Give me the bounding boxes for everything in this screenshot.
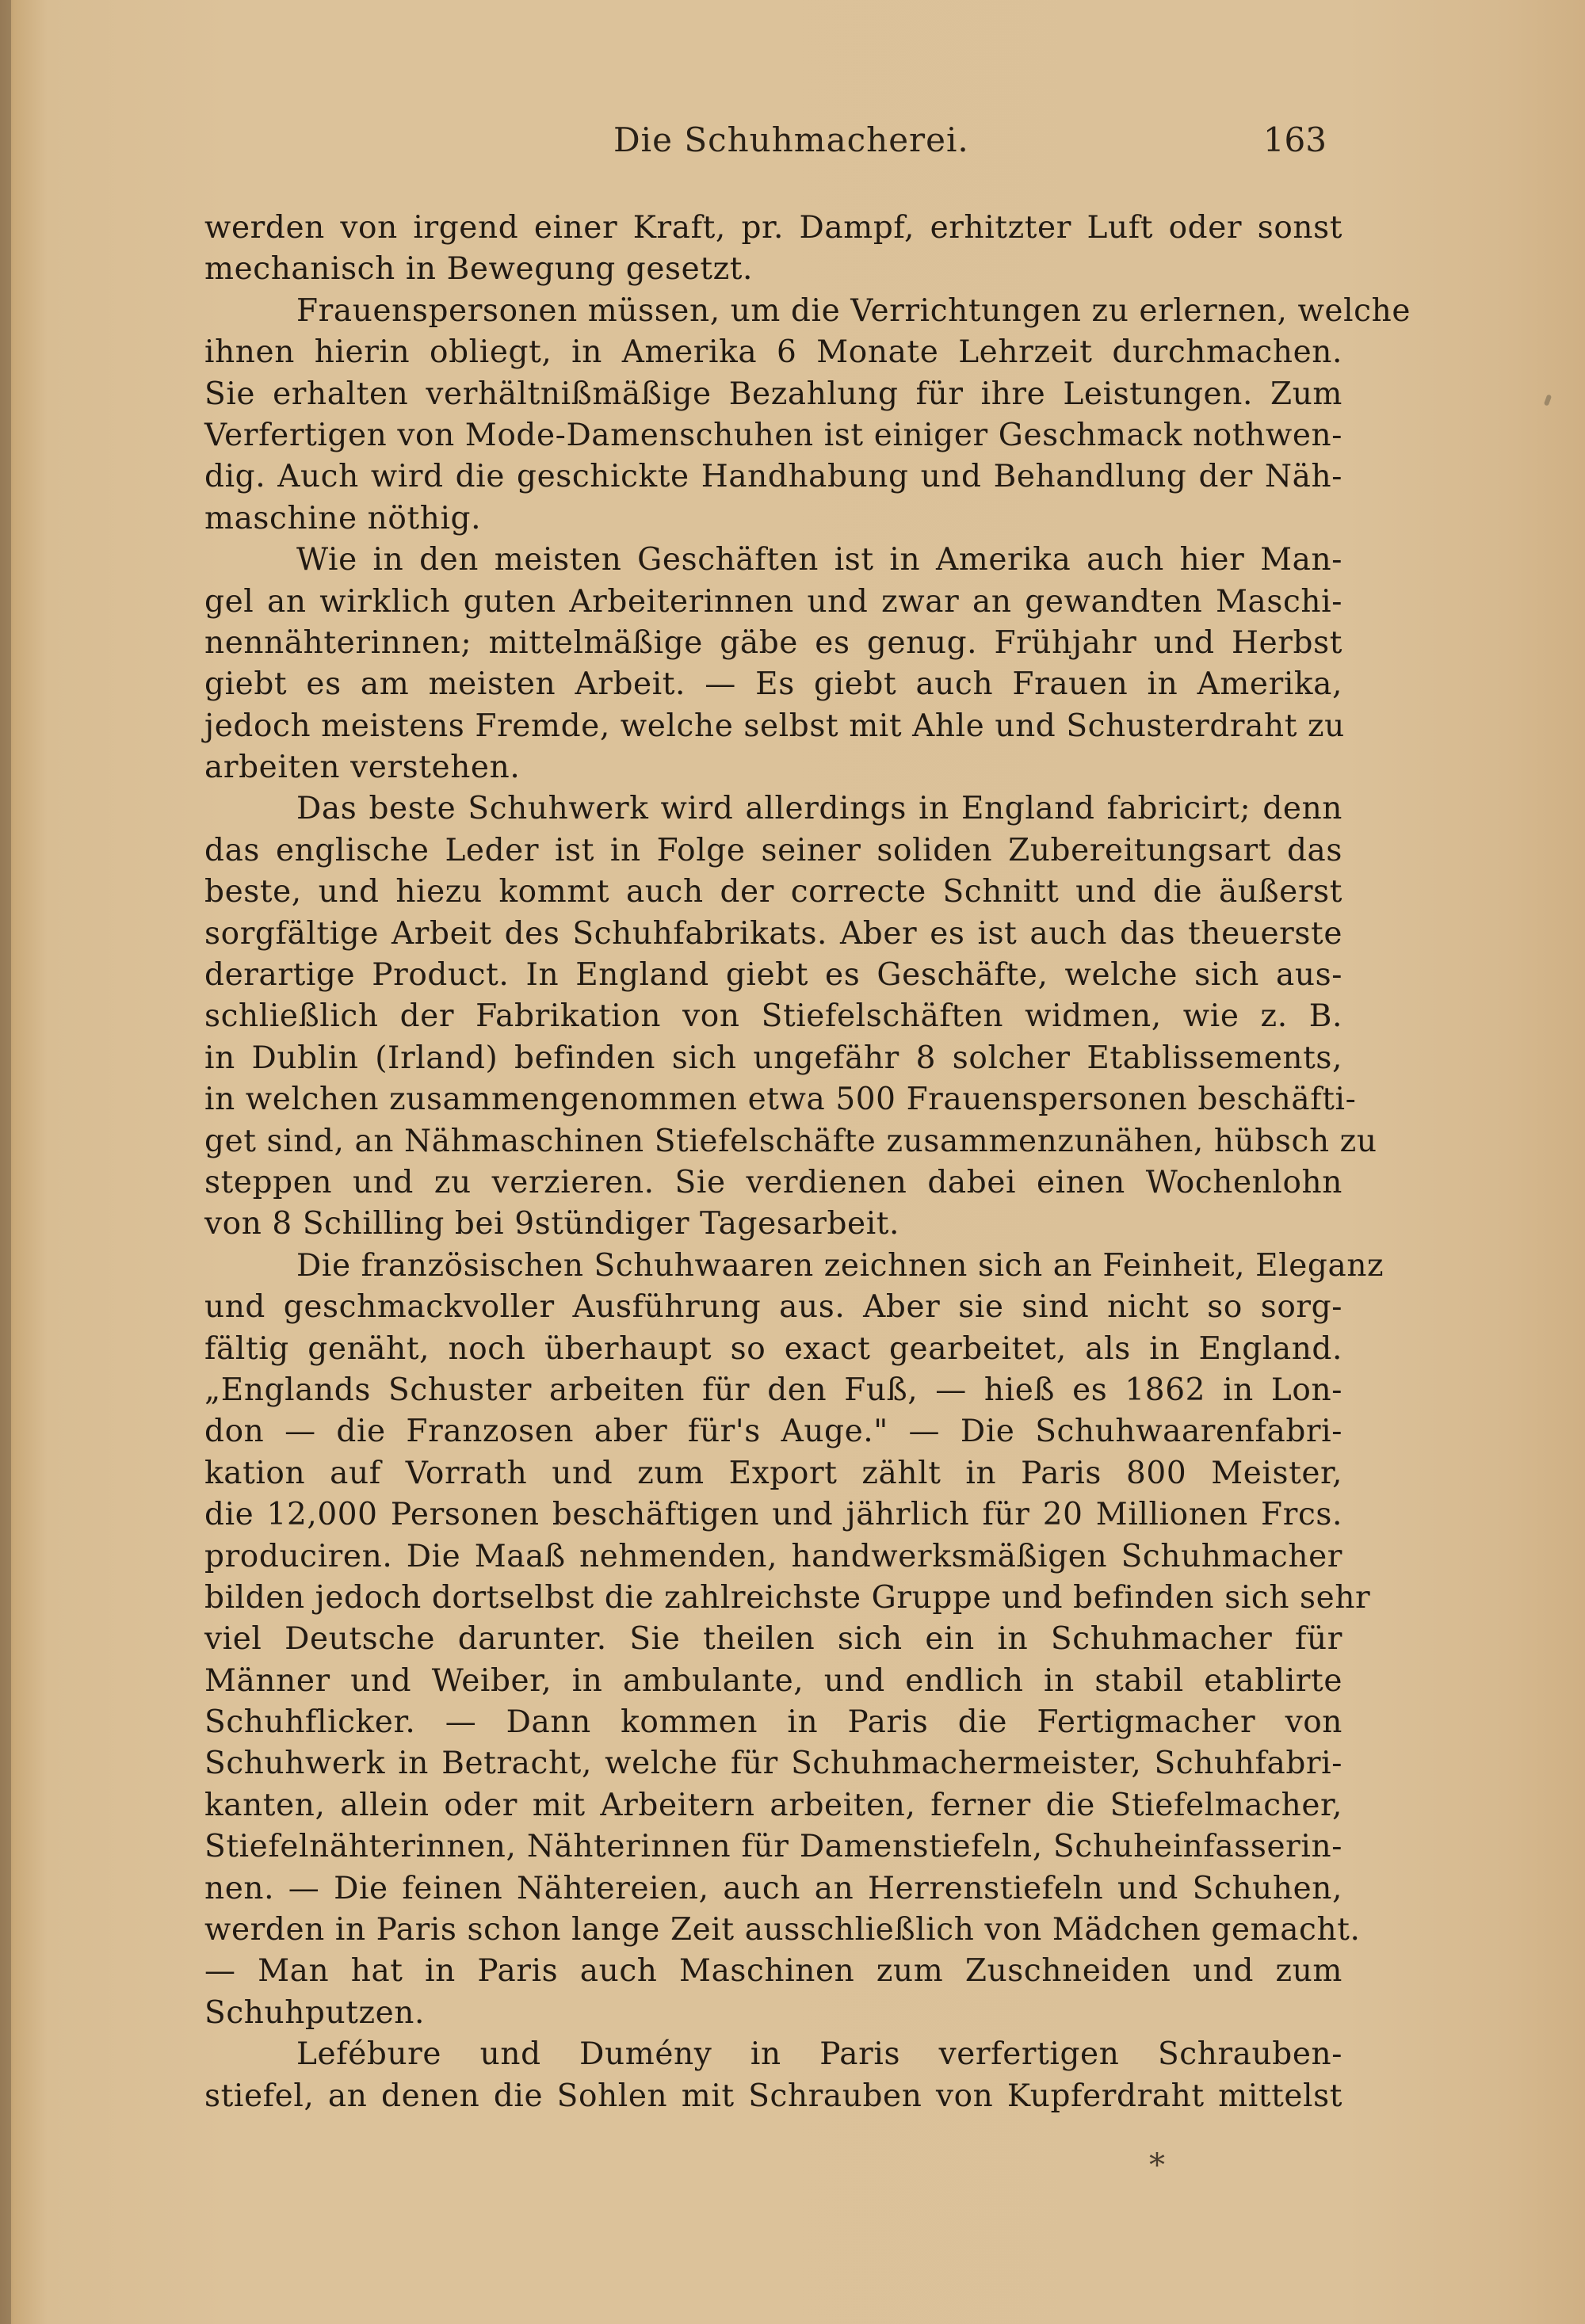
text-line: dig. Auch wird die geschickte Handhabung und Behandlung der Näh- [204,459,1342,495]
page-number: 163 [1262,120,1327,159]
text-line: kation auf Vorrath und zum Export zählt in Paris 800 Meister, [204,1455,1342,1491]
text-line: Frauenspersonen müssen, um die Verrichtungen zu erlernen, welche [296,292,1411,329]
text-line: Verfertigen von Mode-Damenschuhen ist einiger Geschmack nothwen- [204,417,1342,453]
text-line: produciren. Die Maaß nehmenden, handwerksmäßigen Schuhmacher [204,1538,1342,1574]
text-line: gel an wirklich guten Arbeiterinnen und zwar an gewandten Maschi- [204,583,1342,620]
text-line: nennähterinnen; mittelmäßige gäbe es genug. Frühjahr und Herbst [204,624,1342,661]
text-line: Lefébure und Dumény in Paris verfertigen Schrauben- [296,2036,1342,2073]
text-line: schließlich der Fabrikation von Stiefelschäften widmen, wie z. B. [204,998,1342,1035]
body-text [204,208,1411,2117]
text-line: kanten, allein oder mit Arbeitern arbeiten, ferner die Stiefelmacher, [204,1787,1342,1823]
text-line: und geschmackvoller Ausführung aus. Aber sie sind nicht so sorg- [204,1289,1342,1326]
text-line: Die französischen Schuhwaaren zeichnen sich an Feinheit, Eleganz [296,1247,1384,1284]
text-line: get sind, an Nähmaschinen Stiefelschäfte zusammenzunähen, hübsch zu [204,1123,1377,1159]
text-line: werden von irgend einer Kraft, pr. Dampf, erhitzter Luft oder sonst [204,210,1342,246]
text-line: fältig genäht, noch überhaupt so exact gearbeitet, als in England. [204,1330,1342,1367]
running-title: Die Schuhmacherei. [613,120,969,159]
text-line: Wie in den meisten Geschäften ist in Amerika auch hier Man- [296,542,1342,578]
text-line: don — die Franzosen aber für's Auge." — Die Schuhwaarenfabri- [204,1414,1342,1450]
text-line: in Dublin (Irland) befinden sich ungefähr 8 solcher Etablissements, [204,1040,1342,1076]
text-line: viel Deutsche darunter. Sie theilen sich ein in Schuhmacher für [204,1621,1342,1658]
text-line: — Man hat in Paris auch Maschinen zum Zuschneiden und zum [204,1953,1342,1990]
text-line: von 8 Schilling bei 9stündiger Tagesarbeit. [204,1206,900,1242]
text-line: Das beste Schuhwerk wird allerdings in England fabricirt; denn [296,791,1342,827]
text-line: Schuhflicker. — Dann kommen in Paris die Fertigmacher von [204,1704,1342,1741]
text-line: werden in Paris schon lange Zeit ausschließlich von Mädchen gemacht. [204,1912,1361,1948]
text-line: die 12,000 Personen beschäftigen und jährlich für 20 Millionen Frcs. [204,1497,1342,1533]
text-line: jedoch meistens Fremde, welche selbst mit Ahle und Schusterdraht zu [204,708,1345,744]
page-header [204,120,1327,160]
text-line: stiefel, an denen die Sohlen mit Schrauben von Kupferdraht mittelst [204,2078,1342,2114]
page-binding-edge [0,0,11,2324]
text-line: Sie erhalten verhältnißmäßige Bezahlung für ihre Leistungen. Zum [204,376,1342,412]
text-line: Stiefelnähterinnen, Nähterinnen für Damenstiefeln, Schuheinfasserin- [204,1829,1342,1865]
text-line: Schuhputzen. [204,1994,426,2031]
text-line: ihnen hierin obliegt, in Amerika 6 Monate Lehrzeit durchmachen. [204,334,1342,371]
text-line: das englische Leder ist in Folge seiner soliden Zubereitungsart das [204,832,1342,868]
text-line: giebt es am meisten Arbeit. — Es giebt auch Frauen in Amerika, [204,666,1342,703]
text-line: sorgfältige Arbeit des Schuhfabrikats. Aber es ist auch das theuerste [204,915,1342,952]
text-line: mechanisch in Bewegung gesetzt. [204,251,754,288]
text-line: Schuhwerk in Betracht, welche für Schuhmachermeister, Schuhfabri- [204,1746,1342,1782]
text-line: bilden jedoch dortselbst die zahlreichste Gruppe und befinden sich sehr [204,1579,1371,1616]
text-line: steppen und zu verzieren. Sie verdienen dabei einen Wochenlohn [204,1164,1342,1200]
footnote-asterisk: * [1149,2147,1165,2184]
text-line: Männer und Weiber, in ambulante, und endlich in stabil etablirte [204,1662,1342,1699]
text-line: arbeiten verstehen. [204,750,521,786]
text-line: maschine nöthig. [204,500,482,536]
ink-speck [1544,394,1552,406]
text-line: in welchen zusammengenommen etwa 500 Frauenspersonen beschäfti- [204,1082,1357,1118]
text-line: beste, und hiezu kommt auch der correcte Schnitt und die äußerst [204,874,1342,910]
text-line: derartige Product. In England giebt es Geschäfte, welche sich aus- [204,957,1342,994]
text-line: „Englands Schuster arbeiten für den Fuß, — hieß es 1862 in Lon- [204,1372,1342,1408]
text-line: nen. — Die feinen Nähtereien, auch an Herrenstiefeln und Schuhen, [204,1870,1342,1906]
